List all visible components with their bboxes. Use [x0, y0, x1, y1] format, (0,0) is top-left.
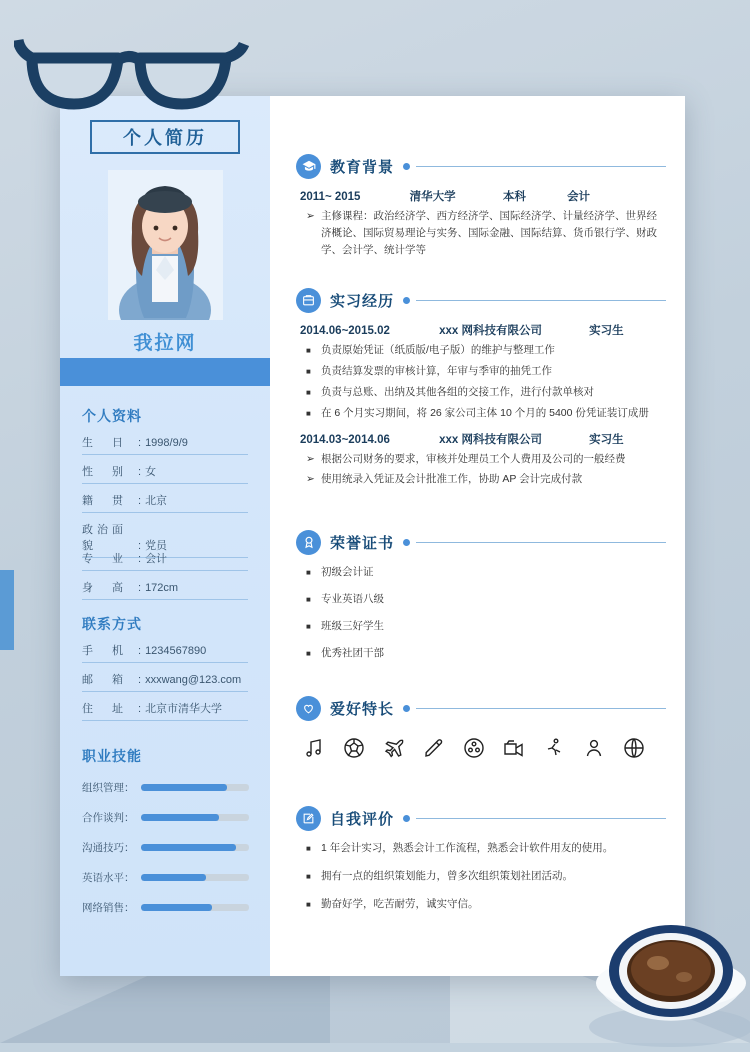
square-bullet-icon: ■ — [306, 388, 311, 397]
airplane-icon — [382, 736, 406, 760]
field-major: 专 业 : 会计 — [82, 550, 248, 571]
section-rule — [416, 300, 666, 301]
field-birthday: 生 日 : 1998/9/9 — [82, 434, 248, 455]
field-label: 籍 贯 — [82, 495, 127, 507]
field-gender: 性 别 : 女 — [82, 463, 248, 484]
field-address: 住 址 : 北京市清华大学 — [82, 700, 248, 721]
list-item: ■ 负责原始凭证（纸质版/电子版）的维护与整理工作 — [306, 342, 666, 360]
pen-icon — [422, 736, 446, 760]
skill-fill — [141, 784, 227, 791]
coffee-cup-decoration — [566, 887, 750, 1047]
section-dot — [403, 297, 410, 304]
internship-row — [300, 322, 666, 338]
section-title: 荣誉证书 — [330, 534, 395, 552]
section-rule — [416, 542, 666, 543]
education-major: 会计 — [567, 191, 591, 203]
section-rule — [416, 708, 666, 709]
arrow-bullet-icon: ➢ — [306, 210, 315, 222]
field-political-status: 政治面貌 : 党员 — [82, 521, 248, 558]
internship-period: 2014.06~2015.02 — [300, 325, 390, 337]
skill-track — [141, 814, 249, 821]
arrow-bullet-icon: ➢ — [306, 473, 315, 485]
field-label: 专 业 — [82, 553, 127, 565]
profile-heading: 个人资料 — [82, 408, 142, 424]
sidebar — [60, 96, 270, 976]
square-bullet-icon: ■ — [306, 568, 311, 577]
square-bullet-icon: ■ — [306, 900, 311, 909]
graduation-cap-icon — [296, 154, 321, 179]
skill-fill — [141, 814, 219, 821]
skill-label: 合作谈判： — [82, 812, 135, 824]
page-title: 个人简历 — [123, 128, 207, 148]
field-value: 会计 — [145, 553, 168, 565]
field-email: 邮 箱 : xxxwang@123.com — [82, 671, 248, 692]
watermark-site-name: 我拉网 — [133, 333, 197, 354]
sidebar-accent-bar — [60, 358, 270, 386]
list-item: ■ 拥有一点的组织策划能力，曾多次组织策划社团活动。 — [306, 868, 666, 886]
list-item: ■ 负责结算发票的审核计算，年审与季审的抽凭工作 — [306, 363, 666, 381]
soccer-ball-icon — [342, 736, 366, 760]
section-header — [296, 286, 666, 314]
section-education — [296, 152, 666, 262]
list-item: ➢ 根据公司财务的要求，审核并处理员工个人费用及公司的一般经费 — [306, 451, 666, 468]
section-dot — [403, 539, 410, 546]
field-label: 政治面貌 — [82, 524, 127, 552]
heart-icon — [296, 696, 321, 721]
section-title: 自我评价 — [330, 810, 395, 828]
globe-icon — [622, 736, 646, 760]
music-icon — [302, 736, 326, 760]
internship-company: xxx 网科技有限公司 — [439, 434, 542, 446]
skills-heading: 职业技能 — [82, 748, 142, 764]
section-dot — [403, 705, 410, 712]
square-bullet-icon: ■ — [306, 595, 311, 604]
field-label: 手 机 — [82, 645, 127, 657]
section-header — [296, 694, 666, 722]
skill-fill — [141, 844, 236, 851]
field-label: 邮 箱 — [82, 674, 127, 686]
section-dot — [403, 163, 410, 170]
skill-label: 组织管理： — [82, 782, 135, 794]
education-row — [300, 188, 666, 204]
briefcase-icon — [296, 288, 321, 313]
section-internship — [296, 286, 666, 491]
field-value: 1998/9/9 — [145, 437, 188, 449]
field-value: 北京 — [145, 495, 168, 507]
list-item: ■ 勤奋好学，吃苦耐劳，诚实守信。 — [306, 896, 666, 914]
field-value: 北京市清华大学 — [145, 703, 223, 715]
skill-fill — [141, 904, 212, 911]
list-item: ■ 在 6 个月实习期间，将 26 家公司主体 10 个月的 5400 份凭证装订成册 — [306, 405, 666, 423]
list-item: ■ 1 年会计实习，熟悉会计工作流程，熟悉会计软件用友的使用。 — [306, 840, 666, 858]
education-bullets — [296, 208, 666, 259]
section-header — [296, 528, 666, 556]
section-header — [296, 804, 666, 832]
education-degree: 本科 — [502, 191, 526, 203]
skill-row — [82, 900, 252, 915]
internship-role: 实习生 — [589, 325, 624, 337]
skill-fill — [141, 874, 206, 881]
field-value: xxxwang@123.com — [145, 674, 242, 686]
internship-row — [300, 431, 666, 447]
hobby-icons — [302, 736, 666, 760]
skill-label: 沟通技巧： — [82, 842, 135, 854]
square-bullet-icon: ■ — [306, 649, 311, 658]
field-label: 生 日 — [82, 437, 127, 449]
list-item: ■ 班级三好学生 — [306, 618, 666, 636]
background-edge-accent — [0, 570, 14, 650]
skill-track — [141, 874, 249, 881]
section-title: 爱好特长 — [330, 700, 395, 718]
section-rule — [416, 818, 666, 819]
medal-icon — [296, 530, 321, 555]
field-label: 性 别 — [82, 466, 127, 478]
camera-icon — [502, 736, 526, 760]
section-title: 实习经历 — [330, 292, 395, 310]
avatar — [108, 170, 223, 320]
field-label: 住 址 — [82, 703, 127, 715]
square-bullet-icon: ■ — [306, 367, 311, 376]
skill-label: 网络销售： — [82, 902, 135, 914]
glasses-decoration — [14, 28, 274, 136]
square-bullet-icon: ■ — [306, 622, 311, 631]
field-value: 172cm — [145, 582, 179, 594]
education-school: 清华大学 — [409, 191, 456, 203]
internship-bullets — [296, 451, 666, 488]
section-rule — [416, 166, 666, 167]
list-item: ■ 负责与总账、出纳及其他各组的交接工作，进行付款单核对 — [306, 384, 666, 402]
square-bullet-icon: ■ — [306, 409, 311, 418]
field-value: 1234567890 — [145, 645, 207, 657]
skill-track — [141, 904, 249, 911]
pencil-square-icon — [296, 806, 321, 831]
skill-row — [82, 840, 252, 855]
field-value: 女 — [145, 466, 157, 478]
section-header — [296, 152, 666, 180]
skill-label: 英语水平： — [82, 872, 135, 884]
skill-row — [82, 870, 252, 885]
field-phone: 手 机 : 1234567890 — [82, 642, 248, 663]
list-item: ■ 优秀社团干部 — [306, 645, 666, 663]
section-honors — [296, 528, 666, 666]
internship-period: 2014.03~2014.06 — [300, 434, 390, 446]
film-reel-icon — [462, 736, 486, 760]
section-hobbies — [296, 694, 666, 760]
skill-track — [141, 844, 249, 851]
list-item: ■ 初级会计证 — [306, 564, 666, 582]
main-content — [270, 96, 685, 976]
internship-company: xxx 网科技有限公司 — [439, 325, 542, 337]
skill-row — [82, 780, 252, 795]
field-hometown: 籍 贯 : 北京 — [82, 492, 248, 513]
internship-bullets — [296, 342, 666, 423]
person-icon — [582, 736, 606, 760]
section-dot — [403, 815, 410, 822]
internship-role: 实习生 — [589, 434, 624, 446]
list-item: ➢ 使用统录入凭证及会计批准工作，协助 AP 会计完成付款 — [306, 471, 666, 488]
square-bullet-icon: ■ — [306, 346, 311, 355]
skill-track — [141, 784, 249, 791]
field-value: 党员 — [145, 540, 168, 552]
arrow-bullet-icon: ➢ — [306, 453, 315, 465]
education-period: 2011~ 2015 — [300, 191, 361, 203]
field-label: 身 高 — [82, 582, 127, 594]
honors-bullets — [296, 564, 666, 663]
running-icon — [542, 736, 566, 760]
section-title: 教育背景 — [330, 158, 395, 176]
contact-heading: 联系方式 — [82, 616, 142, 632]
square-bullet-icon: ■ — [306, 872, 311, 881]
list-item: ➢ 主修课程：政治经济学、西方经济学、国际经济学、计量经济学、世界经济概论、国际贸易理论与实务、国际金融、国际结算、货币银行学、财政学、会计学、统计学等 — [306, 208, 666, 259]
resume-page — [60, 96, 685, 976]
square-bullet-icon: ■ — [306, 844, 311, 853]
field-height: 身 高 : 172cm — [82, 579, 248, 600]
list-item: ■ 专业英语八级 — [306, 591, 666, 609]
skill-row — [82, 810, 252, 825]
